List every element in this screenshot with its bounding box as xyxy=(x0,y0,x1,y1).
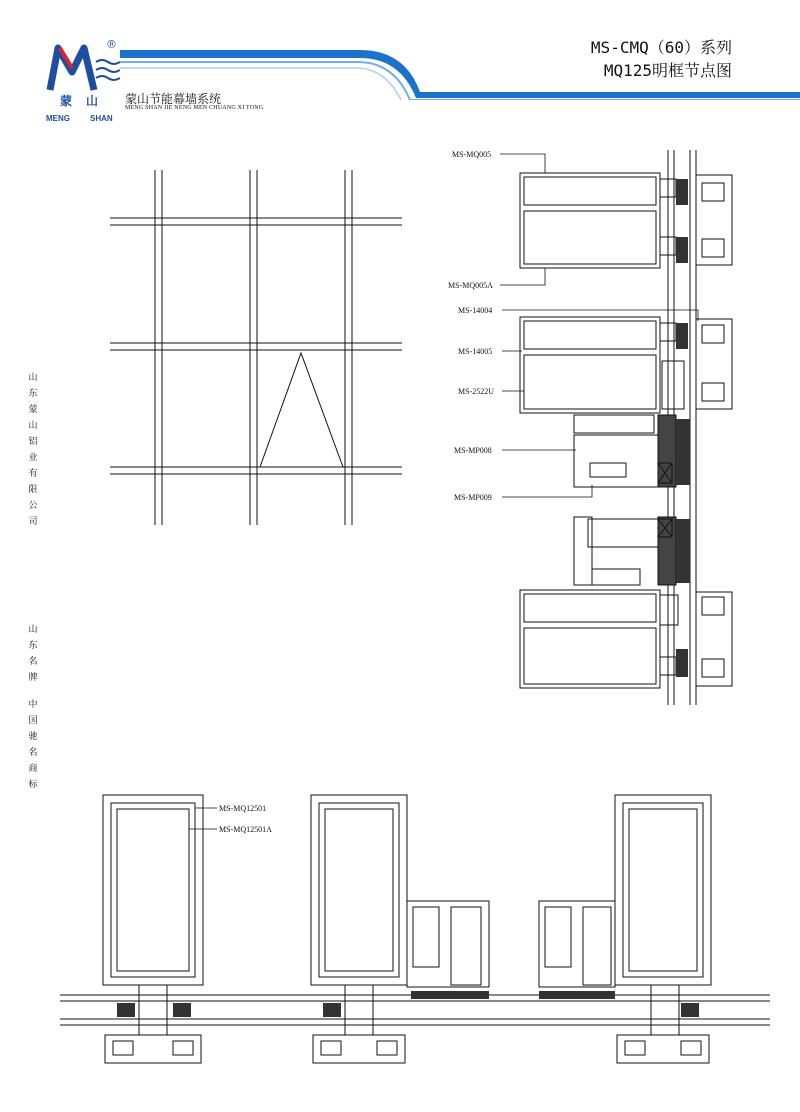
callout-label: MS-MP009 xyxy=(454,493,492,502)
u-channel xyxy=(662,361,684,409)
vent-sash-profile xyxy=(539,901,615,987)
transom-profile-top xyxy=(520,173,660,268)
vent-opening-symbol xyxy=(260,353,343,467)
callout-label: MS-MQ005 xyxy=(452,150,492,159)
sidebar-company-name: 山东蒙山铝业有限公司 xyxy=(28,373,38,527)
glass-unit xyxy=(117,1003,135,1017)
page-title-series: MS-CMQ（60）系列 xyxy=(590,38,732,57)
brand-chinese: 蒙山节能幕墙系统 xyxy=(125,92,222,106)
glass-unit xyxy=(676,323,688,349)
glass-unit xyxy=(676,237,688,263)
glass-unit xyxy=(681,1003,699,1017)
pressure-plate xyxy=(696,175,732,265)
vertical-section-detail xyxy=(440,145,760,710)
vent-sash-profile xyxy=(574,517,592,585)
callout-label: MS-MQ12501 xyxy=(219,804,267,813)
glass-unit xyxy=(676,419,690,485)
glass-unit xyxy=(411,991,489,999)
glass-unit xyxy=(676,649,688,677)
callout-label: MS-MQ12501A xyxy=(219,825,272,834)
page-title-drawing: MQ125明框节点图 xyxy=(603,61,732,80)
callout-label: MS-2522U xyxy=(458,387,495,396)
vent-frame-profile xyxy=(574,415,654,433)
callout-label: MS-MQ005A xyxy=(448,281,493,290)
callout-label: MS-14004 xyxy=(458,306,493,315)
brand-english: MENG SHAN JIE NENG MEN CHUANG XI TONG xyxy=(125,105,264,111)
pressure-plate xyxy=(105,1035,201,1063)
mullion-profile-left xyxy=(103,795,203,985)
glass-unit xyxy=(173,1003,191,1017)
curtain-wall-elevation xyxy=(100,165,410,530)
glass-unit xyxy=(676,179,688,205)
callout-label: MS-14005 xyxy=(458,347,493,356)
vent-frame-profile xyxy=(407,901,489,987)
transom-profile-middle xyxy=(520,317,660,413)
transom-profile-bottom xyxy=(520,590,660,688)
sidebar-slogan-brand: 山东名牌 xyxy=(28,625,38,683)
glass-unit xyxy=(323,1003,341,1017)
glass-unit xyxy=(539,991,615,999)
company-logo xyxy=(44,38,120,128)
logo-chinese-name: 蒙山 xyxy=(60,94,113,108)
registered-mark: ® xyxy=(106,38,117,51)
glass-unit xyxy=(676,519,690,583)
logo-english-right: SHAN xyxy=(90,114,113,123)
callout-label: MS-MP008 xyxy=(454,446,492,455)
sidebar-slogan-trademark: 中国驰名商标 xyxy=(28,700,38,790)
horizontal-section-detail xyxy=(55,785,775,1075)
logo-english-left: MENG xyxy=(46,114,70,123)
